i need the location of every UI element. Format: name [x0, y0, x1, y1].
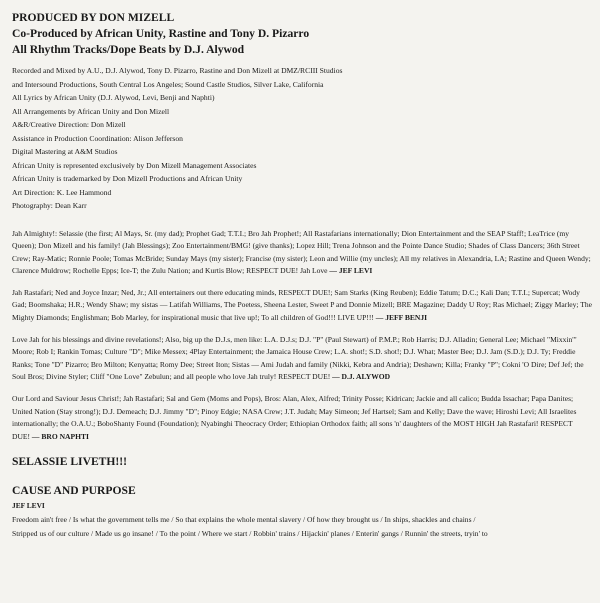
- credits-list: [12, 64, 592, 213]
- thanks-signature: — JEF LEVI: [329, 266, 373, 276]
- thanks-paragraph-alywod: [12, 334, 592, 384]
- thanks-paragraph-levi: [12, 228, 592, 278]
- lyrics-line: Freedom ain't free / Is what the government tells me / So that explains the whole mental slavery / Of how they brought us / In ships, shackles and chains /: [12, 515, 476, 525]
- thanks-text: Love Jah for his blessings and divine revelations!; Also, big up the D.J.s, men like: L.A. D.J.s; D.J. "P" (Paul Stewart) of P.M.P.; Rob Harris; D.J. Alladin; General Lee; Michael "Mixxin'" Moore; Rob I; Rankin Tomas; Culture "D"; Mike Messex; 4Play Entertainment; the Jamaica House Crew; L.A. shot!; S.D. shot!; D.J. What; Master Bee; D.J. Jam (S.D.); D.J. Ty; Freddie Ranks; Tone "D" Pizarro; Bro Milton; Kenyatta; Romy Dee; Street Iton; Sistas — Ami Judah and family (Nikki, Kebra and Andria); Deshawn; Killa; Franky "P"; Cokni 'O Dire; Def Jef; the Soul Bros; Divine Styler; Cliff "One Love" Zebulun; and all people who love Jah truly! RESPECT DUE!: [12, 334, 584, 382]
- thanks-text: Jah Almighty!: Selassie (the first; Al Mays, Sr. (my dad); Prophet Gad; T.T.I.; Bro Jah Prophet!; All Rastafarians internationally; Dion Entertainment and the SEAP Staff!; LeaTrice (my Queen); Don Mizell and his family! (Jah Blessings); Zoo Entertainment/BMG! (give thanks); Lopez Hill; Trena Johnson and the Pointe Dance Studio; Shades of Class Dancers; 36th Street Crew; Ray-Matic; Ronnie Poole; Tomas McBride; Sunday Mays (my sister); Francise (my sister); Leon and Willie (my uncles); All my relatives in Alexandria, LA; Rastine and Queen Wendy; Clarence Muldrow; Rochelle Epps; Ice-T; the Zulu Nation; and Kurtis Blow; RESPECT DUE! Jah Love: [12, 228, 591, 276]
- credit-line: All Arrangements by African Unity and Don Mizell: [12, 106, 170, 116]
- co-produced-heading: Co-Produced by African Unity, Rastine and Tony D. Pizarro: [12, 27, 310, 40]
- thanks-paragraph-benji: [12, 287, 592, 325]
- thanks-signature: — JEFF BENJI: [375, 313, 428, 323]
- thanks-signature: — D.J. ALYWOD: [332, 372, 391, 382]
- credit-line: All Lyrics by African Unity (D.J. Alywod, Levi, Benji and Naphti): [12, 93, 215, 102]
- thanks-paragraph-naphti: [12, 393, 592, 443]
- credit-line: Digital Mastering at A&M Studios: [12, 147, 118, 156]
- selassie-liveth-heading: SELASSIE LIVETH!!!: [12, 455, 128, 469]
- rhythm-tracks-heading: All Rhythm Tracks/Dope Beats by D.J. Alywod: [12, 43, 245, 56]
- thanks-text: Our Lord and Saviour Jesus Christ!; Jah Rastafari; Sal and Gem (Moms and Pops), Bros: Alan, Alex, Alfred; Trinity Posse; Kidrican; Jackie and all calico; Budda Issachar; Papa Danites; United Nation (Stay strong!); D.J. Demeach; D.J. Jimmy "D"; Pinoy Edgie; NASA Crew; J.T. Judah; May Simeon; Jef Hartsel; Sam and Kelly; Dave the wave; Hiroshi Levi; All Israelites internationally; the O.A.U.; BoboShanty Found (Foundation); Nyabinghi Theocracy Order; Ethiopian Orthodox faith; all sons 'n' daughters of the MOST HIGH Jah Rastafari! RESPECT DUE!: [12, 394, 577, 441]
- credit-line: A&R/Creative Direction: Don Mizell: [12, 120, 126, 129]
- credit-line: Recorded and Mixed by A.U., D.J. Alywod, Tony D. Pizarro, Rastine and Don Mizell at DMZ/RCIII Studios: [12, 66, 343, 75]
- credit-line: African Unity is represented exclusively by Don Mizell Management Associates: [12, 160, 257, 170]
- produced-by-heading: PRODUCED BY DON MIZELL: [12, 11, 175, 24]
- lyrics-line: Stripped us of our culture / Made us go insane! / To the point / Where we start / Robbin' trains / Hijackin' planes / Enterin' gangs / Runnin' the streets, tryin' to: [12, 529, 488, 539]
- credit-line: African Unity is trademarked by Don Mizell Productions and African Unity: [12, 174, 243, 183]
- credit-line: Art Direction: K. Lee Hammond: [12, 187, 112, 197]
- lyrics-author: JEF LEVI: [12, 501, 45, 511]
- credit-line: Photography: Dean Karr: [12, 201, 87, 210]
- lyrics-block: [12, 513, 592, 541]
- credit-line: and Intersound Productions, South Central Los Angeles; Sound Castle Studios, Silver Lake, California: [12, 79, 324, 89]
- credit-line: Assistance in Production Coordination: Alison Jefferson: [12, 133, 183, 143]
- thanks-text: Jah Rastafari; Ned and Joyce Inzar; Ned, Jr.; All entertainers out there educating minds, RESPECT DUE!; Sam Starks (King Reuben); Eddie Tatum; D.C.; Kali Dan; T.T.I.; Supercat; Wody Gad; Boomshaka; H.R.; Wendy Shaw; my sistas — Latifah Williams, The Poetess, Sheena Lester, Sweet P and Donnie Mizell; BRE Magazine; Daddy U Roy; Ras Michael; Ziggy Marley; The Mighty Diamonds; Englishman; Bob Marley, for inspirational music that live up!; To all children of God!!! LIVE UP!!!: [12, 287, 593, 323]
- thanks-signature: — BRO NAPHTI: [31, 431, 89, 441]
- cause-and-purpose-heading: CAUSE AND PURPOSE: [12, 484, 136, 498]
